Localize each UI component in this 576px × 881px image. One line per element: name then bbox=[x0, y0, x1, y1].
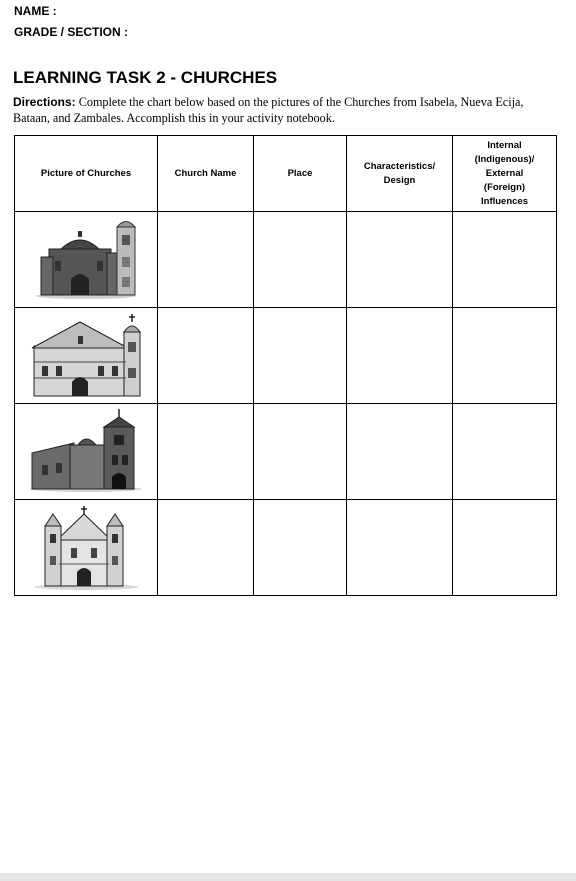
place-cell[interactable] bbox=[254, 500, 347, 596]
page-bottom-edge bbox=[0, 873, 576, 881]
church-name-cell[interactable] bbox=[158, 500, 254, 596]
directions bbox=[13, 95, 558, 126]
table-row bbox=[15, 212, 557, 308]
influences-cell[interactable] bbox=[453, 308, 557, 404]
influences-cell[interactable] bbox=[453, 404, 557, 500]
header-characteristics bbox=[347, 136, 453, 212]
directions-lead: Directions: bbox=[13, 95, 76, 109]
header-characteristics-label: Characteristics/ Design bbox=[363, 160, 436, 186]
characteristics-cell[interactable] bbox=[347, 308, 453, 404]
directions-text: Complete the chart below based on the pictures of the Churches from Isabela, Nueva Ecija, Bataan, and Zambales. Accomplish this in your activity notebook. bbox=[13, 95, 524, 125]
church-with-round-bell-tower-icon bbox=[31, 217, 141, 302]
table-row bbox=[15, 308, 557, 404]
picture-cell bbox=[15, 212, 158, 308]
characteristics-cell[interactable] bbox=[347, 500, 453, 596]
influences-cell[interactable] bbox=[453, 212, 557, 308]
place-cell[interactable] bbox=[254, 212, 347, 308]
churches-chart bbox=[14, 135, 557, 596]
picture-cell bbox=[15, 308, 158, 404]
header-place: Place bbox=[254, 136, 347, 212]
characteristics-cell[interactable] bbox=[347, 212, 453, 308]
place-cell[interactable] bbox=[254, 404, 347, 500]
church-with-twin-towers-icon bbox=[31, 504, 141, 592]
header-church-name: Church Name bbox=[158, 136, 254, 212]
grade-section-label: GRADE / SECTION : bbox=[14, 25, 129, 39]
place-cell[interactable] bbox=[254, 308, 347, 404]
header-influences-label: Internal (Indigenous)/ External (Foreign) Influences bbox=[474, 139, 535, 207]
church-with-triangular-pediment-icon bbox=[26, 312, 146, 400]
header-picture: Picture of Churches bbox=[15, 136, 158, 212]
characteristics-cell[interactable] bbox=[347, 404, 453, 500]
table-row bbox=[15, 404, 557, 500]
header-influences bbox=[453, 136, 557, 212]
header-row bbox=[15, 136, 557, 212]
picture-cell bbox=[15, 404, 158, 500]
church-name-cell[interactable] bbox=[158, 308, 254, 404]
influences-cell[interactable] bbox=[453, 500, 557, 596]
church-with-square-tower-icon bbox=[26, 409, 146, 495]
table-row bbox=[15, 500, 557, 596]
church-name-cell[interactable] bbox=[158, 212, 254, 308]
task-title: LEARNING TASK 2 - CHURCHES bbox=[13, 68, 278, 87]
picture-cell bbox=[15, 500, 158, 596]
church-name-cell[interactable] bbox=[158, 404, 254, 500]
name-label: NAME : bbox=[14, 4, 57, 18]
